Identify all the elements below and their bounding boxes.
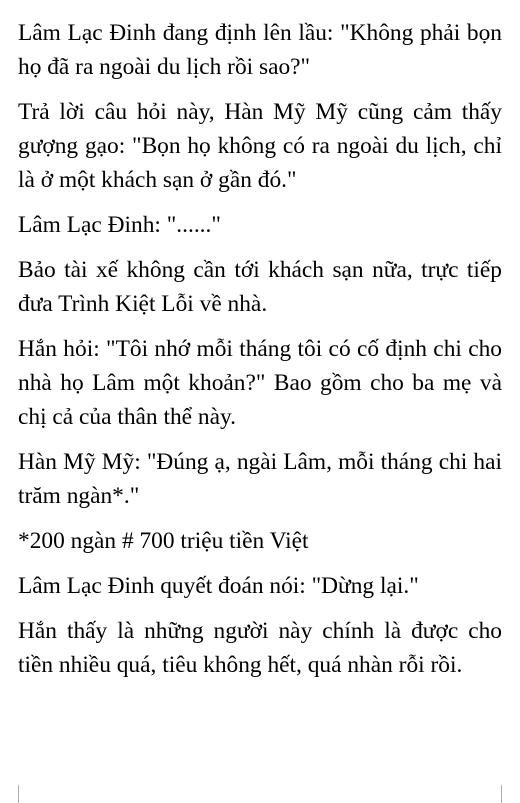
footnote-paragraph: *200 ngàn # 700 triệu tiền Việt — [18, 528, 309, 554]
paragraph-1: Lâm Lạc Đinh đang định lên lầu: "Không phải bọn họ đã ra ngoài du lịch rồi sao?" — [18, 20, 502, 80]
paragraph-4: Bảo tài xế không cần tới khách sạn nữa, trực tiếp đưa Trình Kiệt Lỗi về nhà. — [18, 257, 502, 317]
crop-mark-bottom-left — [0, 785, 19, 803]
crop-mark-bottom-right — [501, 785, 520, 803]
paragraph-3: Lâm Lạc Đinh: "......" — [18, 212, 221, 238]
paragraph-8: Lâm Lạc Đinh quyết đoán nói: "Dừng lại." — [18, 573, 419, 599]
paragraph-9: Hắn thấy là những người này chính là được cho tiền nhiều quá, tiêu không hết, quá nhàn rỗi rồi. — [18, 618, 502, 678]
paragraph-6: Hàn Mỹ Mỹ: "Đúng ạ, ngài Lâm, mỗi tháng chi hai trăm ngàn*." — [18, 449, 502, 509]
paragraph-5: Hắn hỏi: "Tôi nhớ mỗi tháng tôi có cố định chi cho nhà họ Lâm một khoản?" Bao gồm cho ba mẹ và chị cả của thân thể này. — [18, 336, 502, 430]
document-body — [18, 16, 502, 693]
paragraph-2: Trả lời câu hỏi này, Hàn Mỹ Mỹ cũng cảm thấy gượng gạo: "Bọn họ không có ra ngoài du lịch, chỉ là ở một khách sạn ở gần đó." — [18, 99, 502, 193]
